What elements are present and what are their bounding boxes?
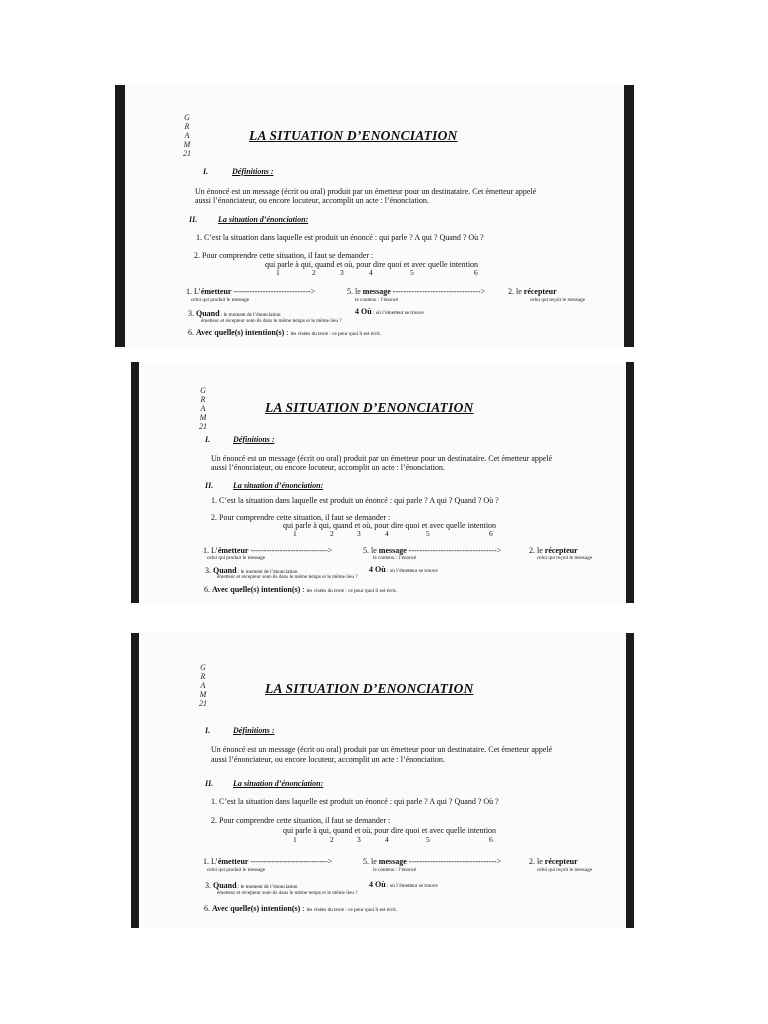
message-note: le contenu : l’énoncé — [373, 555, 417, 561]
item-2: 2. Pour comprendre cette situation, il faut se demander : — [211, 816, 391, 825]
recepteur-label: 2. le récepteur — [508, 287, 557, 296]
page-title: LA SITUATION D’ENONCIATION — [265, 681, 474, 696]
quand-label: 3. Quand : le moment de l’énonciation — [205, 881, 298, 890]
page-copy-2 — [131, 362, 634, 603]
question-number: 5 — [426, 529, 430, 538]
question-number: 2 — [312, 268, 316, 277]
section-1-heading: Définitions : — [233, 435, 275, 444]
question-number: 2 — [330, 529, 334, 538]
message-label: 5. le message ---------------------------------> — [347, 287, 486, 296]
definition-line-1: Un énoncé est un message (écrit ou oral) produit par un émetteur pour un destinataire. Cet émetteur appelé — [211, 454, 553, 463]
definition-line-1: Un énoncé est un message (écrit ou oral) produit par un émetteur pour un destinataire. Cet émetteur appelé — [211, 745, 553, 754]
question-number: 6 — [489, 835, 493, 844]
ou-label: 4 Où : où l’émetteur se trouve — [369, 565, 438, 574]
message-label: 5. le message ---------------------------------> — [363, 857, 502, 866]
item-1: 1. C’est la situation dans laquelle est produit un énoncé : qui parle ? A qui ? Quand ? Où ? — [211, 797, 499, 806]
page-title: LA SITUATION D’ENONCIATION — [249, 128, 458, 143]
recepteur-label: 2. le récepteur — [529, 546, 578, 555]
page-title: LA SITUATION D’ENONCIATION — [265, 400, 474, 415]
question-number: 1 — [293, 529, 297, 538]
item-2-questions: qui parle à qui, quand et où, pour dire quoi et avec quelle intention — [265, 260, 479, 269]
section-2-heading: La situation d’énonciation: — [233, 779, 324, 788]
right-black-border — [624, 85, 634, 347]
section-1-number: I. — [203, 167, 209, 176]
question-number: 2 — [330, 835, 334, 844]
question-number: 6 — [474, 268, 478, 277]
page-copy-3 — [131, 633, 634, 928]
side-label: G R A M 21 — [199, 663, 207, 708]
recepteur-label: 2. le récepteur — [529, 857, 578, 866]
message-label: 5. le message ---------------------------------> — [363, 546, 502, 555]
question-number: 1 — [276, 268, 280, 277]
ou-label: 4 Où : où l’émetteur se trouve — [369, 880, 438, 889]
section-1-number: I. — [205, 435, 211, 444]
question-number: 3 — [357, 529, 361, 538]
item-2: 2. Pour comprendre cette situation, il faut se demander : — [194, 251, 374, 260]
item-1: 1. C’est la situation dans laquelle est produit un énoncé : qui parle ? A qui ? Quand ? Où ? — [196, 233, 484, 242]
message-note: le contenu : l’énoncé — [373, 867, 417, 873]
intention-label: 6. Avec quelle(s) intention(s) : les visées du texte : ce pour quoi il est écrit. — [204, 585, 398, 594]
quand-label: 3. Quand : le moment de l’énonciation — [188, 309, 281, 318]
left-black-border — [131, 362, 139, 603]
section-2-number: II. — [205, 779, 214, 788]
section-2-number: II. — [205, 481, 214, 490]
recepteur-note: celui qui reçoit le message — [537, 867, 593, 873]
question-number: 4 — [385, 835, 389, 844]
side-label: G R A M 21 — [183, 113, 191, 158]
section-2-heading: La situation d’énonciation: — [218, 215, 309, 224]
emetteur-label: 1. L’émetteur -----------------------------> — [203, 546, 333, 555]
side-label: G R A M 21 — [199, 386, 207, 431]
right-black-border — [626, 362, 634, 603]
emetteur-label: 1. L’émetteur -----------------------------> — [203, 857, 333, 866]
definition-line-2: aussi l’énonciateur, ou encore locuteur, accomplit un acte : l’énonciation. — [211, 463, 445, 472]
question-number: 3 — [340, 268, 344, 277]
question-number: 3 — [357, 835, 361, 844]
section-1-heading: Définitions : — [233, 726, 275, 735]
left-black-border — [115, 85, 125, 347]
recepteur-note: celui qui reçoit le message — [530, 297, 586, 303]
item-2: 2. Pour comprendre cette situation, il faut se demander : — [211, 513, 391, 522]
definition-line-2: aussi l’énonciateur, ou encore locuteur, accomplit un acte : l’énonciation. — [195, 196, 429, 205]
quand-note: émetteur et récepteur sont-ils dans le même temps et le même lieu ? — [217, 574, 358, 580]
right-black-border — [626, 633, 634, 928]
message-note: le contenu : l’énoncé — [355, 297, 399, 303]
quand-note: émetteur et récepteur sont-ils dans le même temps et le même lieu ? — [201, 318, 342, 324]
section-2-heading: La situation d’énonciation: — [233, 481, 324, 490]
definition-line-1: Un énoncé est un message (écrit ou oral) produit par un émetteur pour un destinataire. Cet émetteur appelé — [195, 187, 537, 196]
emetteur-note: celui qui produit le message — [191, 297, 250, 303]
intention-label: 6. Avec quelle(s) intention(s) : les visées du texte : ce pour quoi il est écrit. — [188, 328, 382, 337]
question-number: 5 — [426, 835, 430, 844]
emetteur-note: celui qui produit le message — [207, 555, 266, 561]
recepteur-note: celui qui reçoit le message — [537, 555, 593, 561]
emetteur-note: celui qui produit le message — [207, 867, 266, 873]
quand-note: émetteur et récepteur sont-ils dans le même temps et le même lieu ? — [217, 890, 358, 896]
item-2-questions: qui parle à qui, quand et où, pour dire quoi et avec quelle intention — [283, 826, 497, 835]
section-1-number: I. — [205, 726, 211, 735]
question-number: 4 — [385, 529, 389, 538]
question-number: 6 — [489, 529, 493, 538]
item-1: 1. C’est la situation dans laquelle est produit un énoncé : qui parle ? A qui ? Quand ? Où ? — [211, 496, 499, 505]
intention-label: 6. Avec quelle(s) intention(s) : les visées du texte : ce pour quoi il est écrit. — [204, 904, 398, 913]
ou-label: 4 Où : où l’émetteur se trouve — [355, 307, 424, 316]
question-number: 5 — [410, 268, 414, 277]
left-black-border — [131, 633, 139, 928]
item-2-questions: qui parle à qui, quand et où, pour dire quoi et avec quelle intention — [283, 521, 497, 530]
page-copy-1 — [115, 85, 634, 347]
section-2-number: II. — [189, 215, 198, 224]
emetteur-label: 1. L’émetteur -----------------------------> — [186, 287, 316, 296]
question-number: 4 — [369, 268, 373, 277]
quand-label: 3. Quand : le moment de l’énonciation — [205, 566, 298, 575]
definition-line-2: aussi l’énonciateur, ou encore locuteur, accomplit un acte : l’énonciation. — [211, 755, 445, 764]
section-1-heading: Définitions : — [232, 167, 274, 176]
question-number: 1 — [293, 835, 297, 844]
